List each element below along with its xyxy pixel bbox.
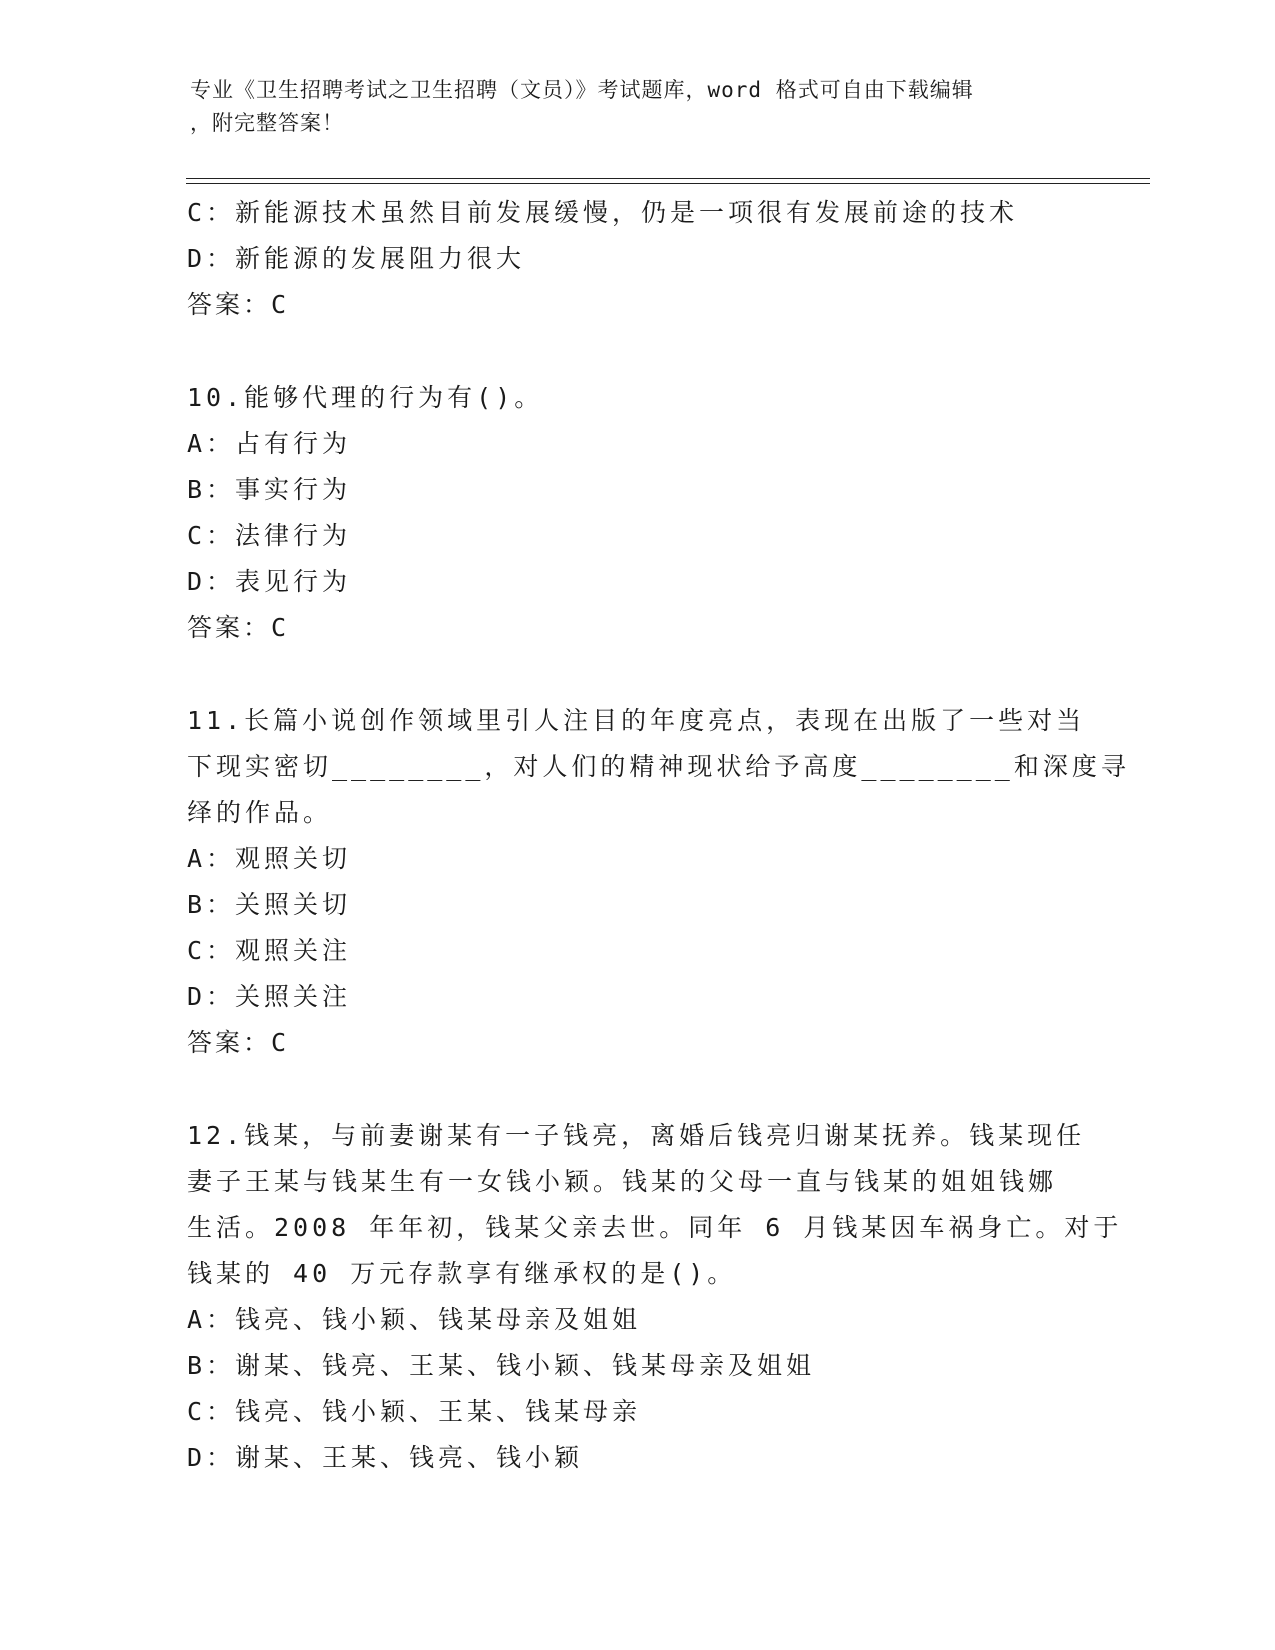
option-b: B：谢某、钱亮、王某、钱小颖、钱某母亲及姐姐 xyxy=(187,1351,816,1380)
header-line-2: ，附完整答案！ xyxy=(190,111,344,135)
answer-line: 答案：C xyxy=(187,1028,290,1057)
question-stem: 妻子王某与钱某生有一女钱小颖。钱某的父母一直与钱某的姐姐钱娜 xyxy=(187,1167,1058,1196)
question-stem: 钱某的 40 万元存款享有继承权的是()。 xyxy=(187,1259,737,1288)
answer-line: 答案：C xyxy=(187,290,290,319)
question-stem: 10.能够代理的行为有()。 xyxy=(187,383,544,412)
option-c: C：钱亮、钱小颖、王某、钱某母亲 xyxy=(187,1397,642,1426)
option-c: C：新能源技术虽然目前发展缓慢，仍是一项很有发展前途的技术 xyxy=(187,198,1019,227)
header-divider-bottom xyxy=(186,183,1150,184)
option-d: D：表见行为 xyxy=(187,567,352,596)
option-a: A：钱亮、钱小颖、钱某母亲及姐姐 xyxy=(187,1305,642,1334)
option-c: C：观照关注 xyxy=(187,936,352,965)
question-stem: 下现实密切________，对人们的精神现状给予高度________和深度寻 xyxy=(187,752,1130,781)
document-body xyxy=(187,190,1130,1481)
question-9-tail xyxy=(187,190,1087,328)
question-11 xyxy=(187,698,1130,1066)
option-d: D：关照关注 xyxy=(187,982,352,1011)
option-c: C：法律行为 xyxy=(187,521,352,550)
header-divider-top xyxy=(186,178,1150,179)
option-d: D：新能源的发展阻力很大 xyxy=(187,244,526,273)
option-b: B：事实行为 xyxy=(187,475,352,504)
question-stem: 12.钱某，与前妻谢某有一子钱亮，离婚后钱亮归谢某抚养。钱某现任 xyxy=(187,1121,1086,1150)
question-10 xyxy=(187,375,1087,651)
question-stem: 绎的作品。 xyxy=(187,798,333,827)
page-header xyxy=(190,74,1090,140)
question-12 xyxy=(187,1113,1123,1481)
option-d: D：谢某、王某、钱亮、钱小颖 xyxy=(187,1443,584,1472)
header-line-1: 专业《卫生招聘考试之卫生招聘（文员）》考试题库，word 格式可自由下载编辑 xyxy=(190,78,974,102)
question-stem: 11.长篇小说创作领域里引人注目的年度亮点，表现在出版了一些对当 xyxy=(187,706,1086,735)
option-a: A：观照关切 xyxy=(187,844,352,873)
answer-line: 答案：C xyxy=(187,613,290,642)
option-b: B：关照关切 xyxy=(187,890,352,919)
question-stem: 生活。2008 年年初，钱某父亲去世。同年 6 月钱某因车祸身亡。对于 xyxy=(187,1213,1123,1242)
option-a: A：占有行为 xyxy=(187,429,352,458)
